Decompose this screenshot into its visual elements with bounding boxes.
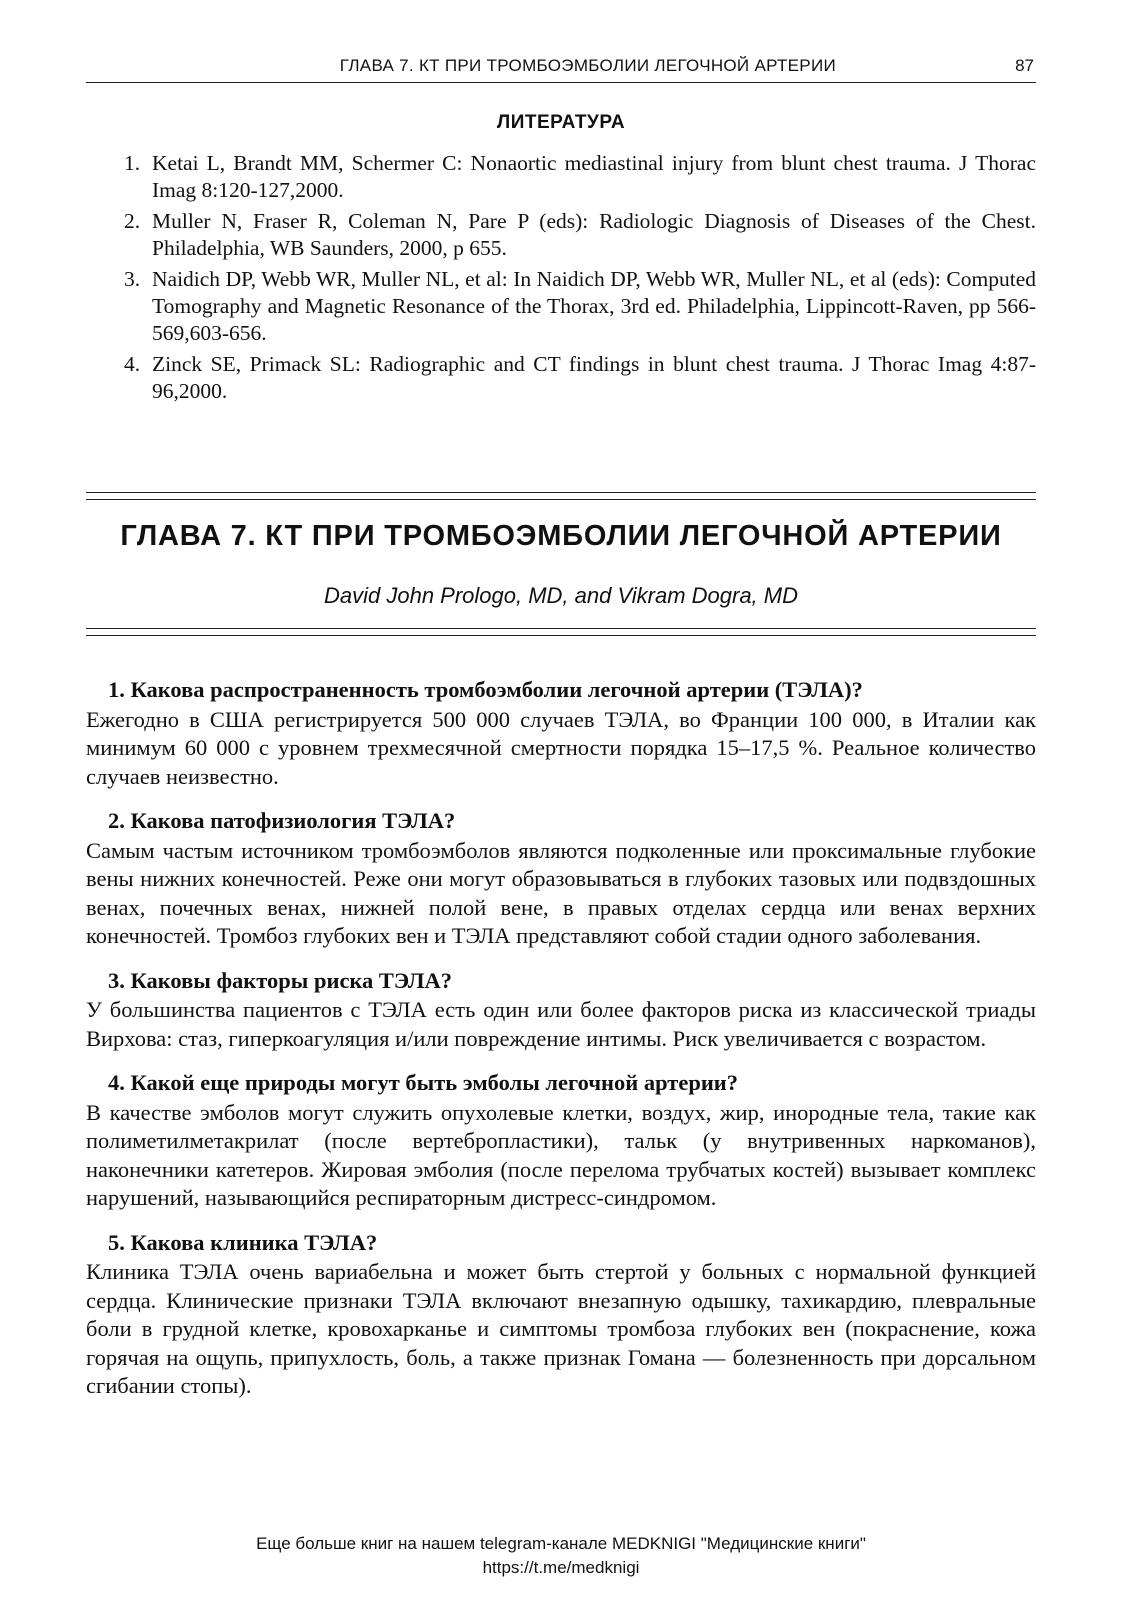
- page-footer: [0, 1532, 1122, 1580]
- qa-item: [86, 807, 1036, 951]
- divider-line: [86, 635, 1036, 636]
- answer-text: В качестве эмболов могут служить опухолевые клетки, воздух, жир, инородные тела, такие как полиметилметакрилат (после вертебропластики), тальк (у внутривенных наркоманов), наконечники катетеров. Жировая эмболия (после перелома трубчатых костей) вызывает комплекс нарушений, называющийся респираторным дистресс-синдромом.: [86, 1099, 1036, 1210]
- divider-line: [86, 492, 1036, 493]
- divider-line: [86, 499, 1036, 500]
- answer-text: У большинства пациентов с ТЭЛА есть один или более факторов риска из классической триады Вирхова: стаз, гиперкоагуляция и/или повреждение интимы. Риск увеличивается с возрастом.: [86, 997, 1036, 1051]
- reference-item: 4. Zinck SE, Primack SL: Radiographic and CT findings in blunt chest trauma. J Thorac Imag 4:87-96,2000.: [124, 352, 1036, 403]
- question-heading: 5. Какова клиника ТЭЛА?: [108, 1229, 378, 1255]
- qa-item: [86, 967, 1036, 1054]
- question-heading: 3. Каковы факторы риска ТЭЛА?: [108, 967, 453, 993]
- question-answer-section: [86, 676, 1036, 1417]
- chapter-title: ГЛАВА 7. КТ ПРИ ТРОМБОЭМБОЛИИ ЛЕГОЧНОЙ АРТЕРИИ: [120, 520, 1002, 552]
- reference-item: 1. Ketai L, Brandt MM, Schermer C: Nonaortic mediastinal injury from blunt chest trauma. J Thorac Imag 8:120-127,2000.: [124, 151, 1036, 202]
- reference-list: [86, 150, 1036, 409]
- answer-text: Самым частым источником тромбоэмболов являются подколенные или проксимальные глубокие вены нижних конечностей. Реже они могут образовываться в глубоких тазовых или подвздошных венах, почечных венах, нижней полой вене, в правых отделах сердца или венах верхних конечностей. Тромбоз глубоких вен и ТЭЛА представляют собой стадии одного заболевания.: [86, 837, 1036, 948]
- qa-item: [86, 1229, 1036, 1401]
- page-number: 87: [1015, 56, 1034, 75]
- answer-text: Клиника ТЭЛА очень вариабельна и может быть стертой у больных с нормальной функцией сердца. Клинические признаки ТЭЛА включают внезапную одышку, тахикардию, плевральные боли в грудной клетке, кровохарканье и симптомы тромбоза глубоких вен (покраснение, кожа горячая на ощупь, припухлость, боль, а также признак Гомана — болезненность при дорсальном сгибании стопы).: [86, 1259, 1036, 1398]
- chapter-authors: David John Prologo, MD, and Vikram Dogra, MD: [323, 583, 798, 608]
- answer-text: Ежегодно в США регистрируется 500 000 случаев ТЭЛА, во Франции 100 000, в Италии как минимум 60 000 с уровнем трехмесячной смертности порядка 15–17,5 %. Реальное количество случаев неизвестно.: [86, 706, 1036, 789]
- question-heading: 4. Какой еще природы могут быть эмболы легочной артерии?: [108, 1070, 739, 1095]
- running-header: [86, 56, 1036, 83]
- reference-item: 3. Naidich DP, Webb WR, Muller NL, et al: In Naidich DP, Webb WR, Muller NL, et al (eds): Computed Tomography and Magnetic Resonance of the Thorax, 3rd ed. Philadelphia, Lippincott-Raven, pp 566-569,603-656.: [124, 267, 1036, 345]
- qa-item: [86, 676, 1036, 791]
- footer-promo-text: Еще больше книг на нашем telegram-канале MEDKNIGI "Медицинские книги": [256, 1534, 866, 1553]
- question-heading: 1. Какова распространенность тромбоэмболии легочной артерии (ТЭЛА)?: [108, 677, 863, 702]
- question-heading: 2. Какова патофизиология ТЭЛА?: [108, 808, 456, 833]
- reference-item: 2. Muller N, Fraser R, Coleman N, Pare P (eds): Radiologic Diagnosis of Diseases of the Chest. Philadelphia, WB Saunders, 2000, p 655.: [124, 209, 1036, 260]
- footer-link[interactable]: https://t.me/medknigi: [482, 1558, 640, 1577]
- divider-line: [86, 628, 1036, 629]
- running-title: ГЛАВА 7. КТ ПРИ ТРОМБОЭМБОЛИИ ЛЕГОЧНОЙ АРТЕРИИ: [339, 56, 836, 75]
- qa-item: [86, 1069, 1036, 1213]
- literature-heading: ЛИТЕРАТУРА: [496, 112, 626, 133]
